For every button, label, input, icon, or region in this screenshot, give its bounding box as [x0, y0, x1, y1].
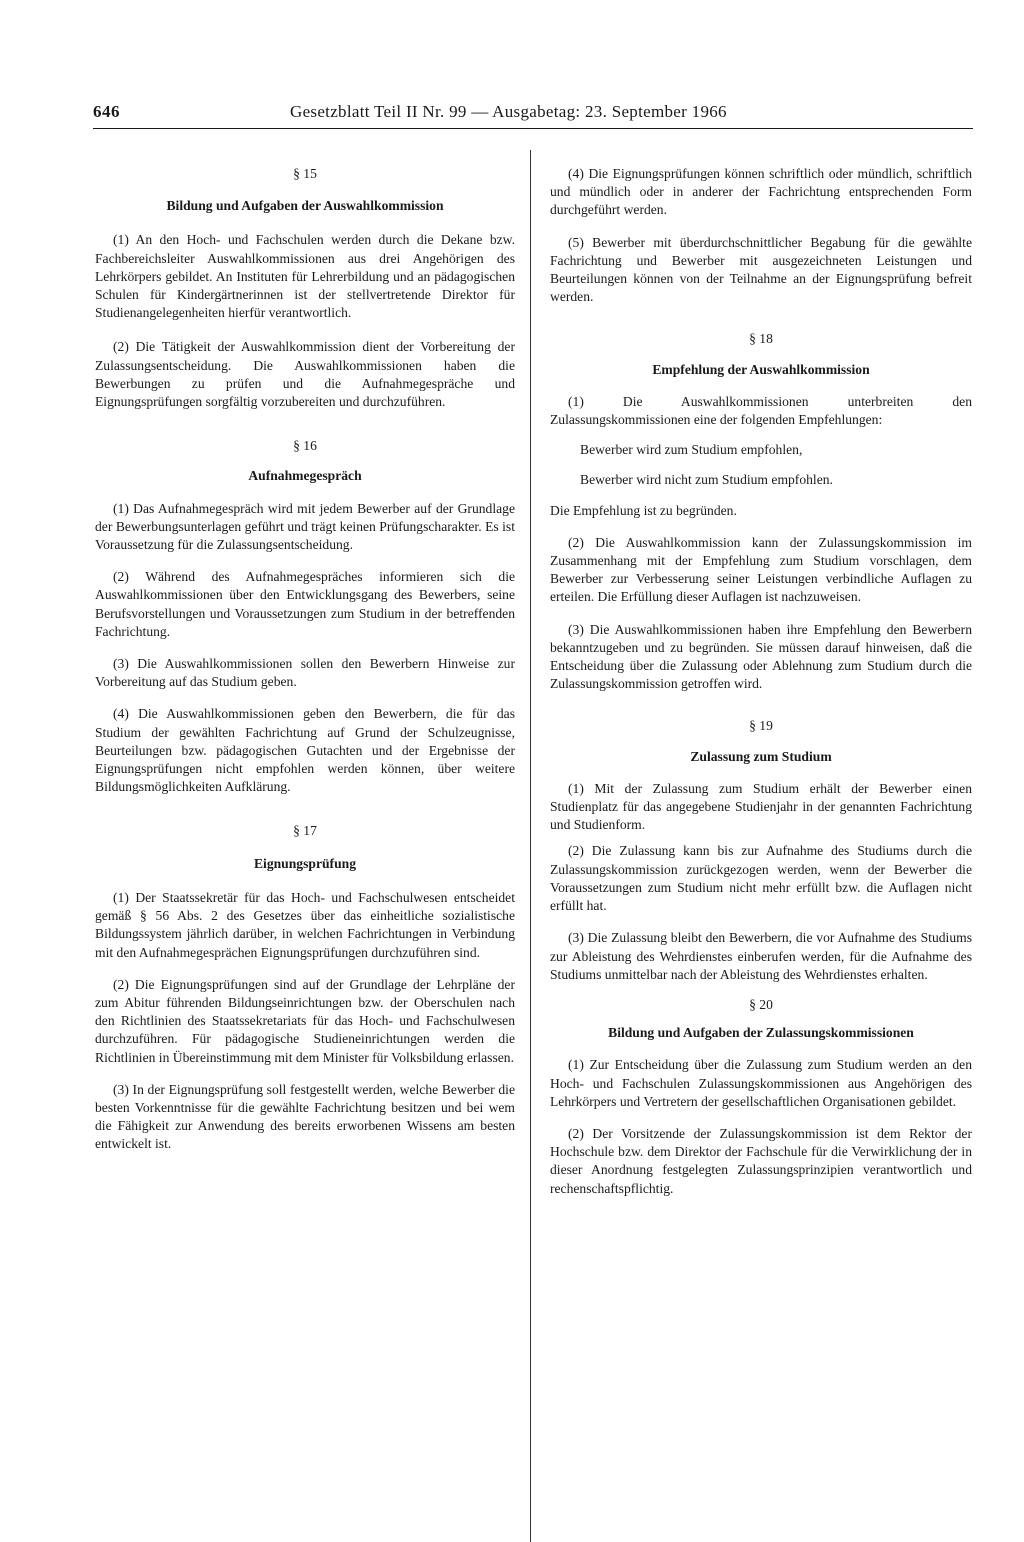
- paragraph: (3) Die Zulassung bleibt den Bewerbern, die vor Aufnahme des Studiums zur Ableistung des Wehrdienstes einberufen werden, für die Aufnahme des Studiums unmittelbar nach der Ableistung des Wehrdienstes erhalten.: [550, 930, 972, 982]
- paragraph: (2) Die Auswahlkommission kann der Zulassungskommission im Zusammenhang mit der Empfehlung zum Studium vorschlagen, dem Bewerber zur Verbesserung seiner Leistungen verbindliche Auflagen zu erteilen. Die Erfüllung dieser Auflagen ist nachzuweisen.: [550, 534, 972, 605]
- paragraph: (3) Die Auswahlkommissionen haben ihre Empfehlung den Bewerbern bekanntzugeben und zu begründen. Sie müssen darauf hinweisen, daß die Entscheidung über die Zulassung oder Ablehnung zum Studium durch die Zulassungskommission getroffen wird.: [550, 621, 972, 692]
- section-title: Bildung und Aufgaben der Zulassungskommissionen: [608, 1025, 914, 1041]
- section-title: Zulassung zum Studium: [690, 748, 832, 764]
- recommendation-option: Bewerber wird zum Studium empfohlen,: [580, 442, 803, 458]
- paragraph: (2) Die Eignungsprüfungen sind auf der Grundlage der Lehrpläne der zum Abitur führenden Bildungseinrichtungen bzw. der Oberschulen nach den Richtlinien des Staatssekretariats für das Hoch- und Fachschulwesen durchzuführen. Für pädagogische Studieneinrichtungen werden die Richtlinien in Übereinstimmung mit dem Minister für Volksbildung erlassen.: [95, 976, 515, 1065]
- section-number: § 16: [293, 438, 317, 454]
- header-title: Gesetzblatt Teil II Nr. 99 — Ausgabetag: 23. September 1966: [290, 102, 727, 121]
- paragraph: (4) Die Auswahlkommissionen geben den Bewerbern, die für das Studium der gewählten Fachrichtung auf Grund der Schulzeugnisse, Beurteilungen bzw. pädagogischen Gutachten und der Ergebnisse der Eignungsprüfungen nicht empfohlen werden können, über weitere Bildungsmöglichkeiten Aufklärung.: [95, 706, 515, 795]
- paragraph: (2) Die Zulassung kann bis zur Aufnahme des Studiums durch die Zulassungskommission zurückgezogen werden, wenn der Bewerber die Voraussetzungen zum Studium nicht mehr erfüllt bzw. die Auflagen nicht erfüllt hat.: [550, 843, 972, 914]
- paragraph: (2) Die Tätigkeit der Auswahlkommission dient der Vorbereitung der Zulassungsentscheidung. Die Auswahlkommissionen haben die Bewerbungen zu prüfen und die Aufnahmegespräche und Eignungsprüfungen sorgfältig vorzubereiten und durchzuführen.: [95, 339, 515, 410]
- paragraph: (2) Während des Aufnahmegespräches informieren sich die Auswahlkommissionen über den Entwicklungsgang des Bewerbers, seine Berufsvorstellungen und Voraussetzungen zum Studium in der betreffenden Fachrichtung.: [95, 569, 515, 639]
- paragraph: (3) Die Auswahlkommissionen sollen den Bewerbern Hinweise zur Vorbereitung auf das Studium geben.: [95, 656, 515, 690]
- paragraph: (1) Das Aufnahmegespräch wird mit jedem Bewerber auf der Grundlage der Bewerbungsunterlagen geführt und trägt keinen Prüfungscharakter. Es ist Voraussetzung für die Zulassungsentscheidung.: [95, 500, 515, 553]
- section-title: Empfehlung der Auswahlkommission: [652, 361, 870, 377]
- section-number: § 19: [749, 718, 773, 734]
- section-title: Aufnahmegespräch: [248, 468, 362, 484]
- left-column: [95, 165, 515, 1154]
- paragraph: (5) Bewerber mit überdurchschnittlicher Begabung für die gewählte Fachrichtung und Bewerber mit ausgezeichneten Leistungen und Beurteilungen können von der Teilnahme an der Eignungsprüfung befreit werden.: [550, 234, 972, 305]
- section-title: Eignungsprüfung: [253, 855, 356, 871]
- section-number: § 20: [749, 996, 773, 1012]
- paragraph: (2) Der Vorsitzende der Zulassungskommission ist dem Rektor der Hochschule bzw. dem Direktor der Fachschule für die Verwirklichung der in dieser Anordnung festgelegten Zulassungsprinzipien verantwortlich und rechenschaftspflichtig.: [550, 1125, 972, 1196]
- paragraph: (4) Die Eignungsprüfungen können schriftlich oder mündlich, schriftlich und mündlich oder in anderer der Fachrichtung entsprechenden Form durchgeführt werden.: [550, 166, 972, 218]
- paragraph: (1) Die Auswahlkommissionen unterbreiten den Zulassungskommissionen eine der folgenden Empfehlungen:: [550, 393, 972, 428]
- paragraph: (3) In der Eignungsprüfung soll festgestellt werden, welche Bewerber die besten Vorkenntnisse für die gewählte Fachrichtung besitzen und bei wem die Fähigkeit zur Anwendung des bereits erworbenen Wissens am besten entwickelt ist.: [95, 1081, 515, 1152]
- page-number: 646: [93, 102, 120, 121]
- section-number: § 17: [293, 823, 317, 839]
- right-column: [550, 165, 972, 1198]
- section-number: § 15: [293, 166, 317, 181]
- paragraph: Die Empfehlung ist zu begründen.: [550, 502, 737, 518]
- paragraph: (1) Der Staatssekretär für das Hoch- und Fachschulwesen entscheidet gemäß § 56 Abs. 2 des Gesetzes über das einheitliche sozialistische Bildungssystem jährlich darüber, in welchen Fachrichtungen in Verbindung mit den Aufnahmegesprächen Eignungsprüfungen durchzuführen sind.: [95, 889, 515, 960]
- section-title: Bildung und Aufgaben der Auswahlkommission: [166, 198, 444, 214]
- page-header: [93, 102, 973, 129]
- recommendation-option: Bewerber wird nicht zum Studium empfohlen.: [580, 472, 833, 488]
- column-divider: [530, 150, 531, 1542]
- paragraph: (1) An den Hoch- und Fachschulen werden durch die Dekane bzw. Fachbereichsleiter Auswahlkommissionen aus drei Angehörigen des Lehrkörpers gebildet. An Instituten für Lehrerbildung und an pädagogischen Schulen für Kindergärtnerinnen ist der stellvertretende Direktor für Studienangelegenheiten hierfür verantwortlich.: [95, 232, 515, 321]
- paragraph: (1) Zur Entscheidung über die Zulassung zum Studium werden an den Hoch- und Fachschulen Zulassungskommissionen aus Angehörigen des Lehrkörpers und Vertretern der gesellschaftlichen Organisationen gebildet.: [550, 1057, 972, 1109]
- paragraph: (1) Mit der Zulassung zum Studium erhält der Bewerber einen Studienplatz für das angegebene Studienjahr in der genannten Fachrichtung und Studienform.: [550, 780, 972, 833]
- section-number: § 18: [749, 331, 773, 347]
